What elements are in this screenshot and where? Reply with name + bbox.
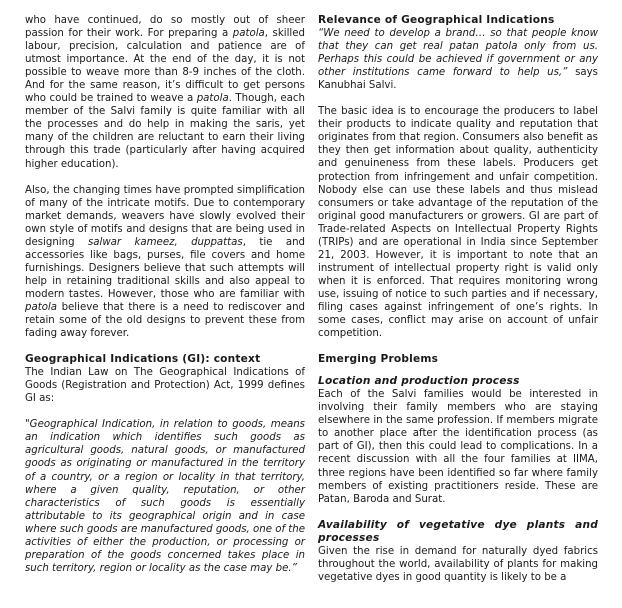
quote-attribution: says Kanubhai Salvi. — [318, 67, 598, 92]
spacer — [25, 405, 305, 418]
spacer — [318, 366, 598, 375]
paragraph-gi-intro: The Indian Law on The Geographical Indications of Goods (Registration and Protection) Act, 1999 defines GI as: — [25, 367, 305, 405]
left-column — [25, 14, 305, 575]
paragraph-relevance-quote — [318, 27, 598, 92]
gi-definition-quote: "Geographical Indication, in relation to goods, means an indication which identifies such goods as agricultural goods, natural goods, or manufactured goods as originating or manufactured in the territory of a country, or a region or locality in that territory, where a given quality, reputation, or other characteristics of such goods is essentially attributable to its geographical origin and in case where such goods are manufactured goods, one of the activities of either the production, or processing or preparation of the goods concerned takes place in such territory, region or locality as the case may be.” — [25, 419, 305, 574]
spacer — [318, 506, 598, 519]
spacer — [25, 171, 305, 184]
section-heading-emerging-problems: Emerging Problems — [318, 353, 439, 366]
term-salwar-kameez: salwar kameez, duppattas — [87, 236, 243, 248]
paragraph-changing-times: Also, the changing times have prompted simplification of many of the intricate motifs. Due to contemporary market demands, weavers have slowly evolved their own style of motifs and designs that are being used in designing salwar kameez, duppattas, tie and accessories like bags, purses, file covers and home furnishings. Designers believe that such attempts will help in retaining traditional skills and also appeal to modern tastes. However, those who are familiar with patola believe that there is a need to rediscover and retain some of the old designs to prevent these from fading away forever. — [25, 184, 305, 340]
spacer — [25, 340, 305, 353]
section-heading-gi-context: Geographical Indications (GI): context — [25, 353, 261, 366]
subheading-location: Location and production process — [318, 375, 520, 388]
term-patola: patola — [232, 28, 265, 40]
paragraph-patola-labour: who have continued, do so mostly out of sheer passion for their work. For preparing a patola, skilled labour, precision, calculation and patience are of utmost importance. At the end of the day, it is not possible to weave more than 8-9 inches of the cloth. And for the same reason, it’s difficult to get persons who could be trained to weave a patola. Though, each member of the Salvi family is quite familiar with all the processes and do help in making the saris, yet many of the children are reluctant to earn their living through this trade (particularly after having acquired higher education). — [25, 15, 305, 170]
paragraph-availability: Given the rise in demand for naturally dyed fabrics throughout the world, availability of plants for making vegetative dyes in good quantity is likely to be a — [318, 545, 598, 583]
spacer — [318, 340, 598, 353]
quote-kanubhai-salvi: “We need to develop a brand… so that people know that they can get real patan patola only from us. Perhaps this could be achieved if government or any other institutions came forward to help us,” — [318, 28, 598, 79]
subheading-availability: Availability of vegetative dye plants and processes — [318, 518, 598, 544]
term-patola: patola — [25, 301, 58, 313]
section-heading-relevance: Relevance of Geographical Indications — [318, 14, 555, 26]
spacer — [318, 92, 598, 105]
right-column — [318, 14, 598, 584]
paragraph-basic-idea: The basic idea is to encourage the producers to label their products to indicate quality and reputation that originates from that region. Consumers also benefit as they then get information about quality, authenticity and genuineness from these labels. Producers get protection from infringement and unfair competition. Nobody else can use these labels and thus mislead consumers or take advantage of the reputation of the original good manufacturers or growers. GI are part of Trade-related Aspects on Intellectual Property Rights (TRIPs) and are operational in India since September 21, 2003. However, it is important to note that an instrument of intellectual property right is valid only when it is enforced. That requires monitoring wrong use, issuing of notice to such parties and if necessary, filing cases against infringement of one’s rights. In some cases, conflict may arise on account of unfair competition. — [318, 106, 598, 340]
term-patola: patola — [196, 93, 229, 105]
paragraph-location: Each of the Salvi families would be interested in involving their family members who are staying elsewhere in the same profession. If members migrate to another place after the identification process (as part of GI), then this could lead to complications. In a recent discussion with all the four families at IIMA, three regions have been identified so far where family members of existing practitioners reside. These are Patan, Baroda and Surat. — [318, 389, 598, 505]
